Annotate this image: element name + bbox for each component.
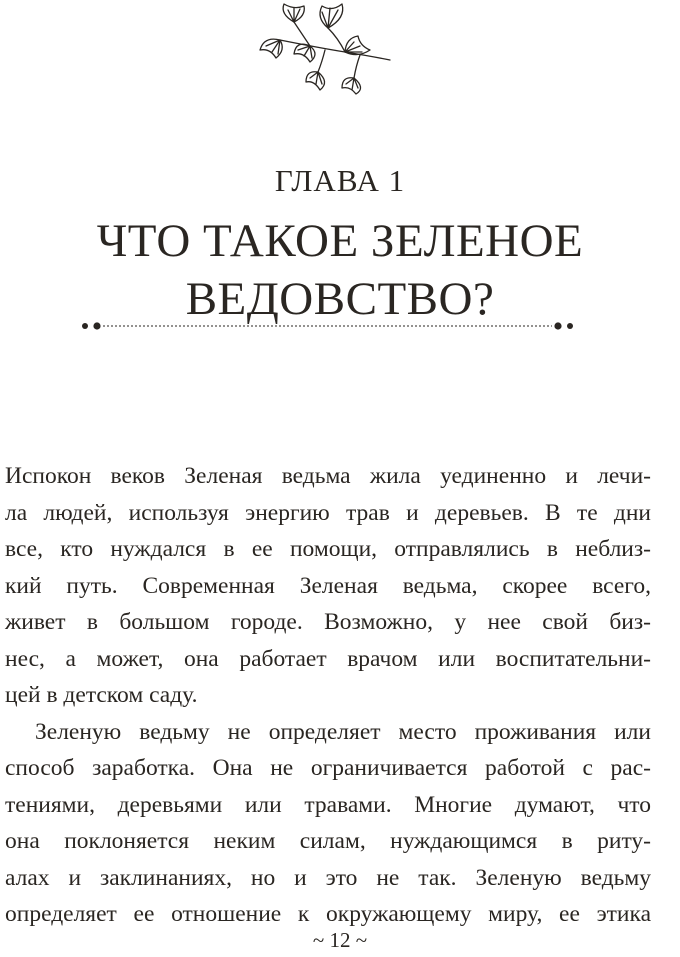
text-line: Зеленую ведьму не определяет место проживания или [35, 718, 651, 745]
paragraph-2 [5, 714, 651, 933]
text-line: Испокон веков Зеленая ведьма жила уединенно и лечи- [5, 463, 651, 489]
chapter-title-line-1: ЧТО ТАКОЕ ЗЕЛЕНОЕ [96, 215, 584, 267]
text-line: живет в большом городе. Возможно, у нее свой биз- [5, 609, 651, 635]
chapter-title [0, 212, 680, 328]
chapter-label: ГЛАВА 1 [274, 163, 406, 198]
text-line: нес, а может, она работает врачом или воспитательни- [5, 645, 651, 672]
body-text [5, 458, 651, 933]
text-line: кий путь. Современная Зеленая ведьма, скорее всего, [5, 572, 651, 599]
text-line: она поклоняется неким силам, нуждающимся в риту- [5, 828, 651, 854]
text-line: способ заработка. Она не ограничивается работой с рас- [5, 755, 651, 781]
dotted-divider-icon [80, 319, 575, 333]
text-line: определяет ее отношение к окружающему миру, ее этика [5, 901, 651, 927]
ginkgo-leaf-branch-icon [250, 0, 400, 95]
text-line: тениями, деревьями или травами. Многие думают, что [5, 791, 651, 818]
text-line: цей в детском саду. [5, 682, 198, 708]
page-number: ~ 12 ~ [312, 928, 368, 952]
chapter-title-line-2: ВЕДОВСТВО? [185, 273, 495, 325]
paragraph-1 [5, 458, 651, 714]
text-line: все, кто нуждался в ее помощи, отправлялись в неблиз- [5, 536, 651, 562]
text-line: ла людей, используя энергию трав и деревьев. В те дни [5, 499, 651, 526]
text-line: алах и заклинаниях, но и это не так. Зеленую ведьму [5, 864, 651, 891]
